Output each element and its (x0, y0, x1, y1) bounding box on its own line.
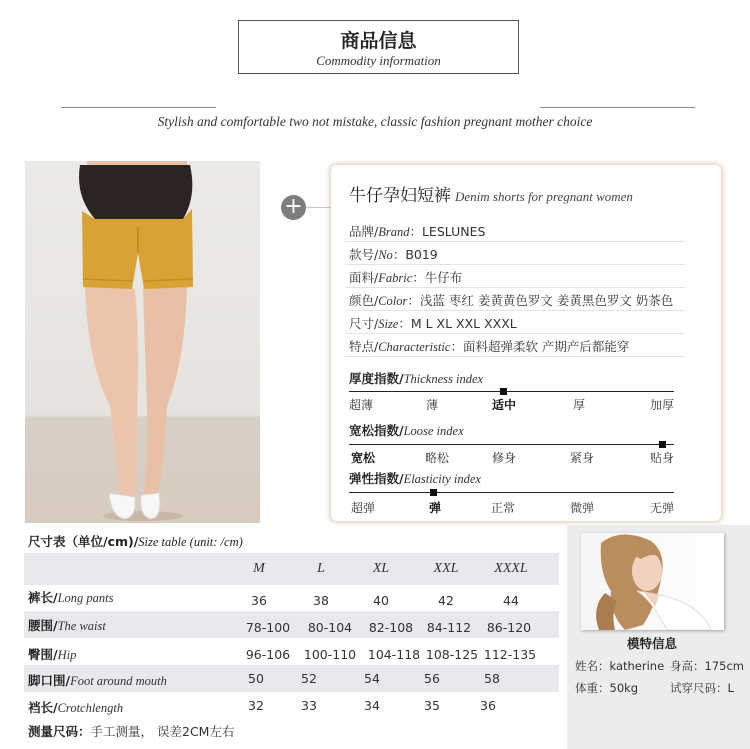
row-label-hip: 臀围/Hip (28, 647, 77, 662)
thickness-label: 薄 (425, 398, 439, 412)
table-cell: 58 (484, 671, 500, 686)
table-cell: 33 (301, 698, 317, 713)
elasticity-index-bar (349, 492, 674, 493)
spec-divider (345, 310, 685, 311)
elasticity-index-title: 弹性指数/Elasticity index (349, 471, 481, 486)
table-cell: 100-110 (303, 647, 357, 662)
table-cell: 80-104 (307, 620, 353, 635)
table-cell: 82-108 (368, 620, 414, 635)
spec-divider (345, 356, 685, 357)
table-row (24, 638, 559, 665)
spec-fabric: 面料/Fabric：牛仔布 (349, 270, 463, 285)
waistband (79, 165, 192, 219)
table-row (24, 611, 559, 638)
size-column-header: M (253, 561, 265, 576)
spec-divider (345, 333, 685, 334)
size-table-heading: 尺寸表（单位/cm)/Size table (unit: /cm) (28, 534, 243, 549)
thickness-index-marker (500, 388, 507, 395)
loose-index-title: 宽松指数/Loose index (349, 423, 464, 438)
divider-left (61, 107, 216, 108)
table-cell: 42 (438, 593, 454, 608)
row-label-foot-mouth: 脚口围/Foot around mouth (28, 673, 167, 688)
elasticity-index-marker (430, 489, 437, 496)
spec-size: 尺寸/Size：M L XL XXL XXXL (349, 316, 517, 331)
product-title (349, 181, 633, 206)
table-cell: 84-112 (426, 620, 472, 635)
table-cell: 96-106 (245, 647, 291, 662)
tagline: Stylish and comfortable two not mistake, classic fashion pregnant mother choice (157, 114, 593, 129)
product-photo (25, 161, 260, 523)
elasticity-label: 无弹 (649, 501, 675, 515)
loose-index-bar (349, 444, 674, 445)
table-cell: 108-125 (425, 647, 479, 662)
section-subtitle: Commodity information (316, 53, 441, 68)
loose-label-selected: 贴身 (649, 451, 675, 465)
plus-icon: + (281, 195, 306, 220)
divider-right (540, 107, 695, 108)
table-cell: 54 (364, 671, 380, 686)
table-cell: 44 (503, 593, 519, 608)
loose-label: 紧身 (569, 451, 595, 465)
table-row (24, 665, 559, 692)
product-title-en: Denim shorts for pregnant women (455, 189, 633, 204)
table-cell: 112-135 (483, 647, 537, 662)
elasticity-label: 正常 (490, 501, 516, 515)
table-cell: 78-100 (245, 620, 291, 635)
loose-label: 修身 (491, 451, 517, 465)
product-info-card (331, 165, 721, 521)
table-cell: 36 (251, 593, 267, 608)
elasticity-label: 微弹 (569, 501, 595, 515)
elasticity-label: 超弹 (350, 501, 376, 515)
table-cell: 36 (480, 698, 496, 713)
loose-label: 略松 (424, 451, 450, 465)
table-row (24, 692, 559, 719)
thickness-label: 加厚 (649, 398, 675, 412)
size-column-header: XXXL (494, 561, 528, 576)
thickness-label: 厚 (572, 398, 586, 412)
row-label-crotch-length: 裆长/Crotchlength (28, 700, 124, 715)
table-cell: 35 (424, 698, 440, 713)
table-cell: 32 (248, 698, 264, 713)
model-height: 身高：175cm (670, 659, 744, 673)
loose-label: 宽松 (350, 451, 376, 465)
spec-divider (345, 264, 685, 265)
row-label-long-pants: 裤长/Long pants (28, 590, 114, 605)
size-table-header-row (24, 553, 559, 585)
table-cell: 34 (364, 698, 380, 713)
elasticity-label-selected: 弹 (428, 501, 442, 515)
table-cell: 86-120 (486, 620, 532, 635)
table-cell: 38 (313, 593, 329, 608)
thickness-label-selected: 适中 (491, 398, 517, 412)
model-trial-size: 试穿尺码：L (670, 681, 734, 695)
spec-characteristic: 特点/Characteristic：面料超弹柔软 产期产后都能穿 (349, 339, 630, 354)
thickness-label: 超薄 (348, 398, 374, 412)
product-title-cn: 牛仔孕妇短裤 (349, 186, 451, 206)
spec-color: 颜色/Color：浅蓝 枣红 姜黄黄色罗文 姜黄黑色罗文 奶茶色 (349, 293, 674, 308)
model-name: 姓名：katherine (575, 659, 665, 673)
table-cell: 56 (424, 671, 440, 686)
row-label-waist: 腰围/The waist (28, 618, 106, 633)
section-header (238, 20, 519, 74)
table-row (24, 585, 559, 611)
thickness-index-title: 厚度指数/Thickness index (349, 371, 484, 386)
thickness-index-bar (349, 391, 674, 392)
size-column-header: XXL (433, 561, 459, 576)
table-cell: 104-118 (367, 647, 421, 662)
model-weight: 体重：50kg (575, 681, 639, 695)
table-cell: 50 (248, 671, 264, 686)
spec-divider (345, 241, 685, 242)
loose-index-marker (659, 441, 666, 448)
section-title: 商品信息 (340, 30, 417, 52)
table-cell: 52 (301, 671, 317, 686)
table-cell: 40 (373, 593, 389, 608)
spec-divider (345, 287, 685, 288)
spec-brand: 品牌/Brand：LESLUNES (349, 224, 486, 239)
size-column-header: XL (372, 561, 390, 576)
size-column-header: L (317, 561, 325, 576)
model-photo (581, 533, 724, 630)
spec-style-no: 款号/No：B019 (349, 247, 438, 262)
measurement-note: 测量尺码：手工测量， 误差2CM左右 (28, 724, 235, 739)
model-info-title: 模特信息 (626, 636, 677, 651)
